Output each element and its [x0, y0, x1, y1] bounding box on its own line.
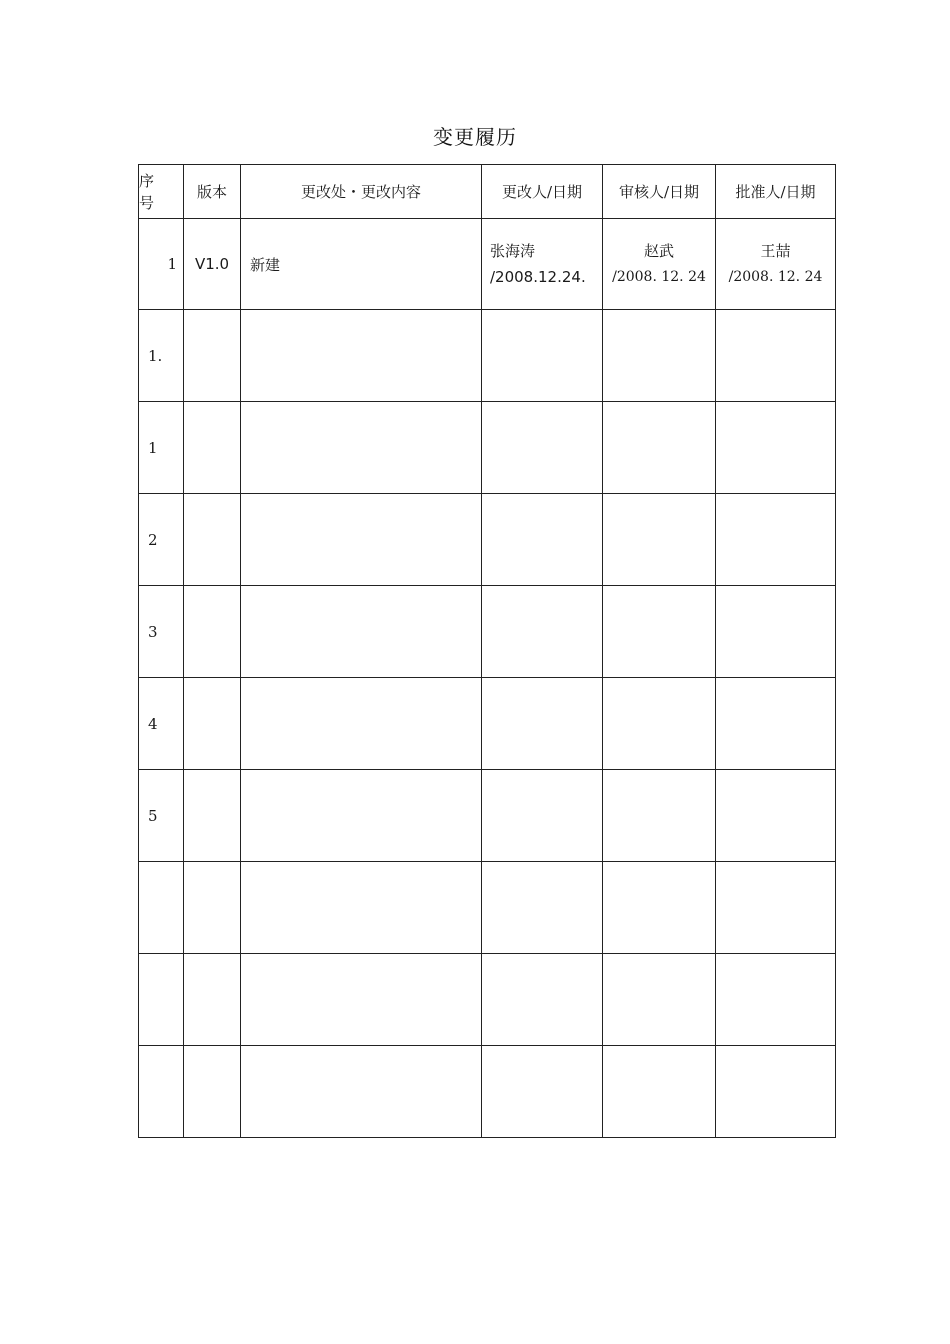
row-seq: 5: [139, 770, 184, 862]
row-seq: 1.: [139, 310, 184, 402]
row-version: [184, 494, 241, 586]
row-version: [184, 310, 241, 402]
row-approver: [716, 310, 836, 402]
row-approver: [716, 862, 836, 954]
row-approver: [716, 219, 836, 310]
row-content: [241, 770, 482, 862]
row-reviewer: [603, 494, 716, 586]
table-row: [139, 402, 836, 494]
row-content: [241, 954, 482, 1046]
page-title: 变更履历: [433, 125, 517, 149]
row-reviewer: [603, 586, 716, 678]
header-seq-line2: 号: [139, 193, 155, 212]
row-content: [241, 310, 482, 402]
table-header-row: [139, 165, 836, 219]
row-version: [184, 1046, 241, 1138]
table-row: [139, 954, 836, 1046]
row-changer: [482, 770, 603, 862]
row-approver: [716, 1046, 836, 1138]
row-version: [184, 954, 241, 1046]
row-seq: [139, 1046, 184, 1138]
header-seq-line1: 序: [139, 171, 155, 190]
table-row: [139, 862, 836, 954]
row-reviewer: [603, 1046, 716, 1138]
row-changer: [482, 586, 603, 678]
row-version: [184, 586, 241, 678]
row-approver: [716, 494, 836, 586]
table-row: [139, 770, 836, 862]
row-content: 新建: [241, 219, 482, 310]
row-reviewer: [603, 402, 716, 494]
header-approver: 批准人/日期: [716, 165, 836, 219]
row-version: [184, 678, 241, 770]
table-row: [139, 1046, 836, 1138]
row-approver: [716, 678, 836, 770]
row-changer: [482, 862, 603, 954]
row-content: [241, 402, 482, 494]
row-changer: [482, 310, 603, 402]
row-changer: [482, 494, 603, 586]
approver-date: /2008. 12. 24: [728, 269, 823, 285]
row-seq: 2: [139, 494, 184, 586]
row-reviewer: [603, 310, 716, 402]
row-version: [184, 862, 241, 954]
header-reviewer: 审核人/日期: [603, 165, 716, 219]
row-changer: [482, 678, 603, 770]
header-content: 更改处・更改内容: [241, 165, 482, 219]
reviewer-date: /2008. 12. 24: [612, 269, 706, 285]
row-reviewer: [603, 770, 716, 862]
row-version: V1.0: [184, 219, 241, 310]
row-seq: 1: [139, 402, 184, 494]
row-seq: [139, 862, 184, 954]
revision-history-table: [138, 164, 836, 1138]
row-changer: [482, 1046, 603, 1138]
row-content: [241, 494, 482, 586]
header-changer: 更改人/日期: [482, 165, 603, 219]
row-content: [241, 1046, 482, 1138]
table-row: [139, 586, 836, 678]
row-changer: [482, 954, 603, 1046]
row-reviewer: [603, 219, 716, 310]
row-content: [241, 862, 482, 954]
row-reviewer: [603, 954, 716, 1046]
table-row: [139, 310, 836, 402]
row-approver: [716, 954, 836, 1046]
changer-name: 张海涛: [490, 242, 536, 260]
row-changer: [482, 219, 603, 310]
row-version: [184, 770, 241, 862]
row-content: [241, 586, 482, 678]
row-changer: [482, 402, 603, 494]
row-seq: [139, 954, 184, 1046]
row-content: [241, 678, 482, 770]
row-seq: 1: [139, 219, 184, 310]
row-seq: 3: [139, 586, 184, 678]
row-approver: [716, 402, 836, 494]
row-approver: [716, 586, 836, 678]
header-version: 版本: [184, 165, 241, 219]
row-reviewer: [603, 862, 716, 954]
table-row: [139, 219, 836, 310]
table-row: [139, 678, 836, 770]
approver-name: 王喆: [760, 242, 791, 260]
row-version: [184, 402, 241, 494]
row-seq: 4: [139, 678, 184, 770]
header-seq: [139, 165, 184, 219]
reviewer-name: 赵武: [643, 242, 674, 260]
row-reviewer: [603, 678, 716, 770]
changer-date: /2008.12.24.: [490, 268, 586, 286]
table-row: [139, 494, 836, 586]
row-approver: [716, 770, 836, 862]
